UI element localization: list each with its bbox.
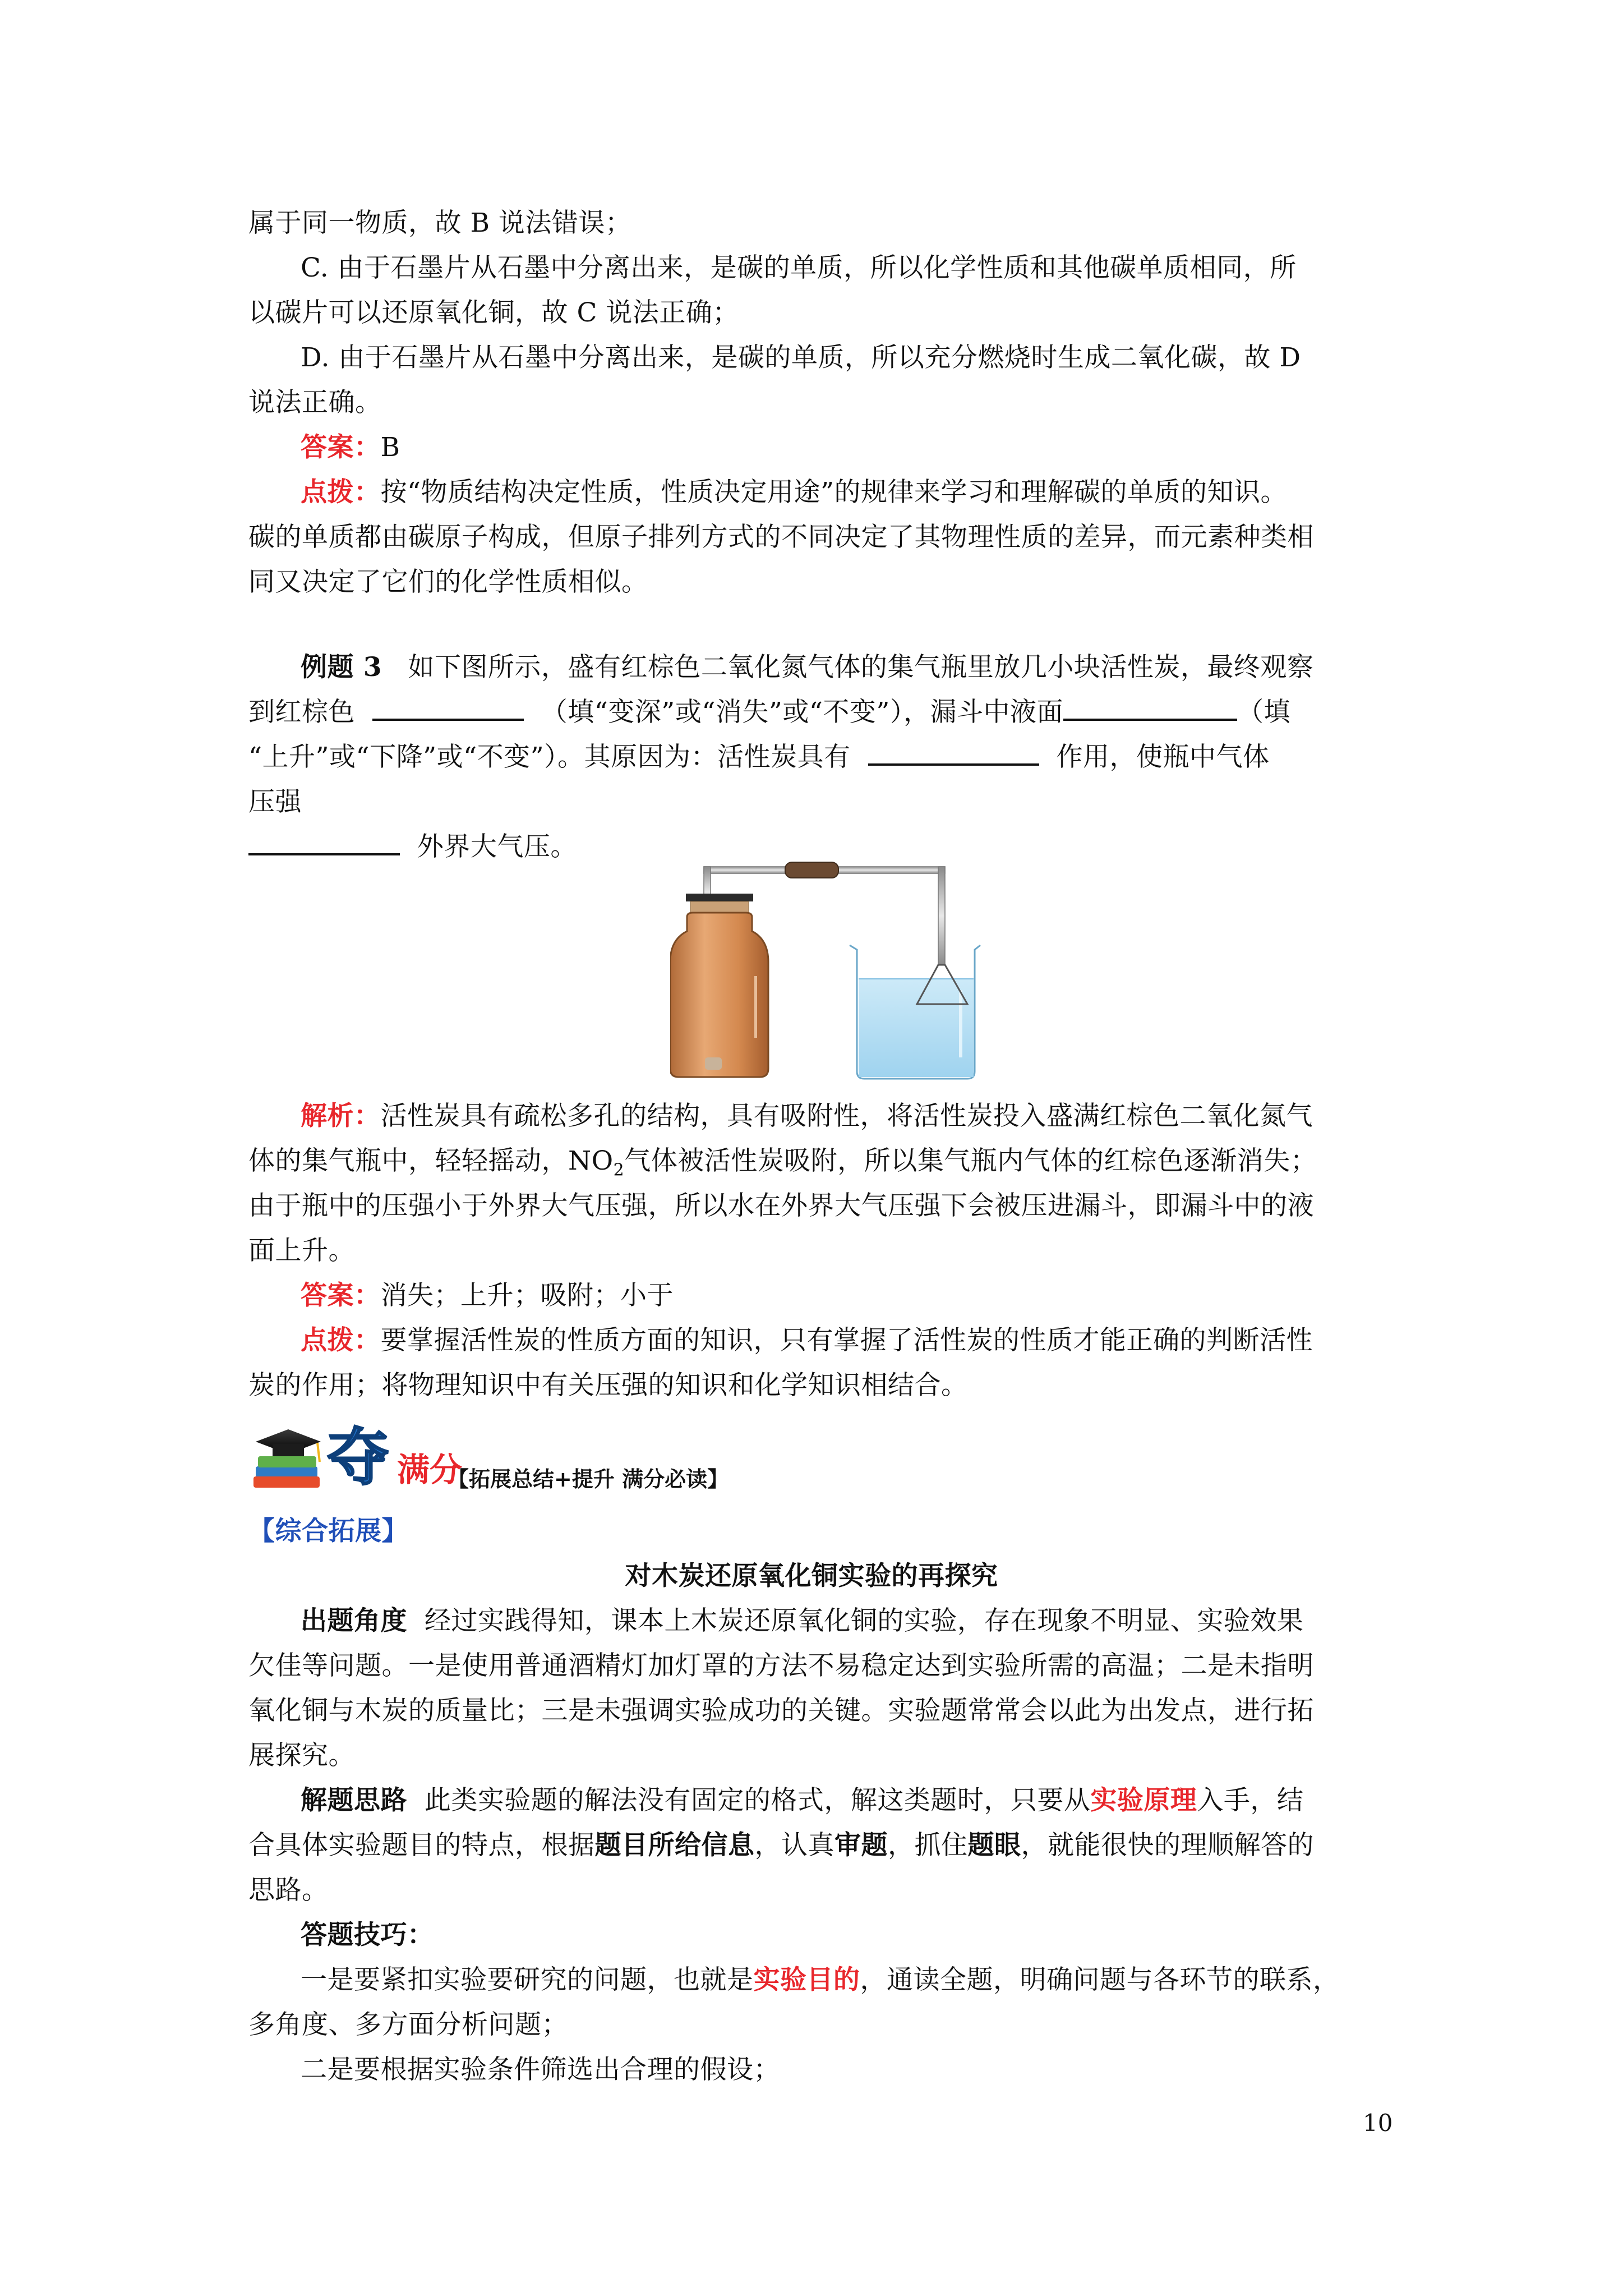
answer-label: 答案： [301,1280,381,1311]
answer-blank [248,827,400,855]
text-fragment: 作用，使瓶中气体 [1056,742,1270,772]
answer-value: 消失；上升；吸附；小于 [380,1280,674,1311]
tip-text: 要掌握活性炭的性质方面的知识，只有掌握了活性炭的性质才能正确的判断活性 [380,1325,1313,1356]
text-fragment: 到红棕色 [248,697,355,728]
answer-value: B [380,432,400,463]
text-fragment: 一是要紧扣实验要研究的问题，也就是 [301,1964,754,1995]
analysis-line-4: 面上升。 [248,1235,355,1266]
tip-1 [301,470,1433,515]
text-fragment: （填 [1237,697,1290,728]
text-fragment: 合具体实验题目的特点，根据 [248,1830,595,1861]
text-line: 炭的作用；将物理知识中有关压强的知识和化学知识相结合。 [248,1370,968,1401]
example-label: 例题 3 [301,652,382,683]
option-d-line: D. 由于石墨片从石墨中分离出来，是碳的单质，所以充分燃烧时生成二氧化碳，故 D [301,342,1301,373]
tip-label: 点拨： [301,1325,381,1356]
text-line: 以碳片可以还原氧化铜，故 C 说法正确； [248,297,739,328]
answer-1 [301,425,1433,470]
example-3-line-3 [248,735,1381,780]
stopper-icon [686,894,753,901]
idea-line-1 [301,1778,1433,1823]
text-fragment: （填“变深”或“消失”或“不变”），漏斗中液面 [541,697,1063,728]
gas-jar-icon [670,913,768,1077]
skill-line-3: 二是要根据实验条件筛选出合理的假设； [301,2054,780,2085]
text-fragment: ，抓住 [888,1830,968,1861]
section-heading [248,1509,1381,1554]
text-fragment: 体的集气瓶中，轻轻摇动，NO [248,1145,614,1176]
angle-line-1 [301,1599,1433,1644]
emphasis: 审题 [834,1830,888,1861]
text-line: 氧化铜与木炭的质量比；三是未强调实验成功的关键。实验题常常会以此为出发点，进行拓 [248,1695,1314,1726]
text-fragment: ，通读全题，明确问题与各环节的联系， [860,1964,1340,1995]
text-line: 思路。 [248,1875,329,1906]
analysis-line-1 [301,1094,1433,1139]
text-fragment: 气体被活性炭吸附，所以集气瓶内气体的红棕色逐渐消失； [624,1145,1317,1176]
example-text: 如下图所示，盛有红棕色二氧化氮气体的集气瓶里放几小块活性炭，最终观察 [408,652,1314,683]
water [859,979,974,1077]
activated-carbon-icon [705,1057,722,1070]
answer-2 [301,1273,1433,1318]
tip-text: 按“物质结构决定性质，性质决定用途”的规律来学习和理解碳的单质的知识。 [380,477,1288,508]
emphasis: 题目所给信息 [594,1830,755,1861]
example-3-line-4: 压强 [248,786,302,817]
tip-label: 点拨： [301,477,381,508]
highlight: 实验原理 [1090,1785,1197,1816]
text-fragment: 入手，结 [1197,1785,1304,1816]
analysis-line-3: 由于瓶中的压强小于外界大气压强，所以水在外界大气压强下会被压进漏斗，即漏斗中的液 [248,1190,1314,1221]
banner-char-1: 夺 [328,1423,389,1490]
text-line: 说法正确。 [248,387,382,418]
skill-label: 答题技巧： [301,1920,434,1950]
section-title: 对木炭还原氧化铜实验的再探究 [625,1561,998,1591]
page-number: 10 [1363,2109,1393,2137]
highlight: 实验目的 [753,1964,860,1995]
text-fragment: 活性炭具有疏松多孔的结构，具有吸附性，将活性炭投入盛满红棕色二氧化氮气 [380,1101,1313,1131]
text-line: 属于同一物质，故 B 说法错误； [248,208,632,238]
text-fragment: ，就能很快的理顺解答的 [1021,1830,1314,1861]
text-fragment: 外界大气压。 [417,831,577,862]
heading-text: 【综合拓展】 [248,1516,408,1547]
example-3-line-2 [248,690,1381,735]
skill-line-1 [301,1958,1433,2003]
answer-blank [1063,693,1237,721]
text-fragment: “上升”或“下降”或“不变”）。其原因为：活性炭具有 [248,742,851,772]
text-fragment: 经过实践得知，课本上木炭还原氧化铜的实验，存在现象不明显、实验效果 [424,1605,1304,1636]
banner-char-2: 满分 [397,1451,463,1489]
text-fragment: ，认真 [754,1830,834,1861]
tip-2 [301,1318,1433,1363]
subscript: 2 [613,1160,625,1180]
graduation-cap-books-icon [253,1429,321,1488]
text-fragment: 此类实验题的解法没有固定的格式，解这类题时，只要从 [424,1785,1091,1816]
text-line: 同又决定了它们的化学性质相似。 [248,567,648,597]
text-line: 碳的单质都由碳原子构成，但原子排列方式的不同决定了其物理性质的差异，而元素种类相 [248,522,1314,553]
text-line: 展探究。 [248,1740,355,1771]
rubber-connector-icon [785,862,838,878]
example-3-line-1 [301,645,1433,690]
analysis-label: 解析： [301,1101,381,1131]
gas-jar-beaker-figure [670,855,981,1080]
text-line: 欠佳等问题。一是使用普通酒精灯加灯罩的方法不易稳定达到实验所需的高温；二是未指明 [248,1650,1314,1681]
answer-blank [372,693,524,721]
answer-blank [868,738,1039,766]
emphasis: 题眼 [967,1830,1021,1861]
angle-label: 出题角度 [301,1605,407,1636]
text-line: 多角度、多方面分析问题； [248,2009,568,2040]
answer-label: 答案： [301,432,381,463]
idea-line-2 [248,1823,1381,1868]
banner-subtitle: 【拓展总结+提升 满分必读】 [448,1467,729,1492]
option-c-line: C. 由于石墨片从石墨中分离出来，是碳的单质，所以化学性质和其他碳单质相同，所 [301,252,1297,283]
idea-label: 解题思路 [301,1785,407,1816]
